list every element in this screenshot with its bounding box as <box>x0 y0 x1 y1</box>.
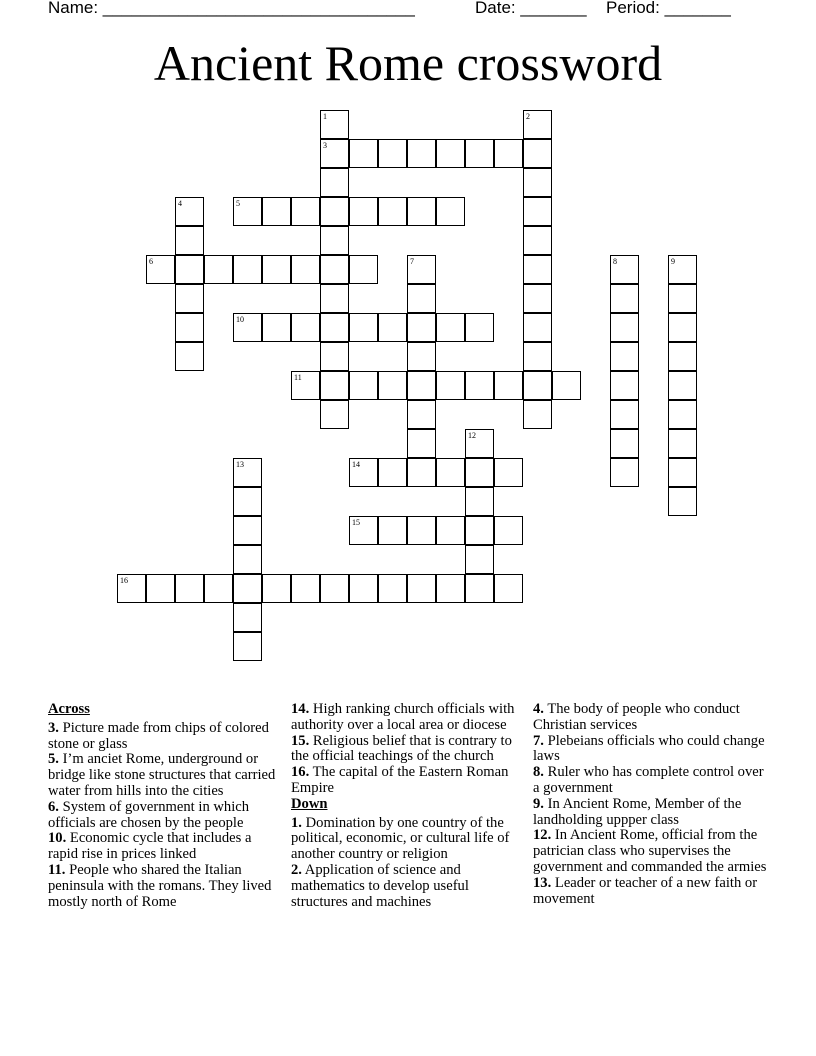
clue-down-4 <box>533 702 773 734</box>
grid-cell[interactable] <box>146 574 175 603</box>
grid-cell[interactable] <box>668 371 697 400</box>
grid-cell[interactable] <box>436 371 465 400</box>
grid-cell[interactable] <box>465 487 494 516</box>
grid-cell[interactable] <box>233 603 262 632</box>
grid-cell[interactable] <box>378 313 407 342</box>
clue-number: 6. <box>48 798 59 815</box>
clue-number: 5. <box>48 751 59 768</box>
clue-number: 13. <box>533 874 552 891</box>
clue-down-2 <box>291 863 527 910</box>
grid-cell[interactable] <box>204 574 233 603</box>
grid-cell[interactable] <box>349 313 378 342</box>
grid-cell[interactable] <box>407 574 436 603</box>
grid-cell[interactable] <box>523 400 552 429</box>
grid-cell[interactable] <box>465 574 494 603</box>
grid-cell[interactable] <box>291 197 320 226</box>
grid-cell[interactable] <box>494 516 523 545</box>
grid-cell[interactable] <box>523 342 552 371</box>
grid-cell[interactable] <box>465 139 494 168</box>
clue-number-label: 11 <box>294 373 302 382</box>
grid-cell[interactable] <box>465 545 494 574</box>
grid-cell[interactable] <box>233 487 262 516</box>
clues-column-2 <box>291 702 527 910</box>
grid-cell[interactable] <box>610 313 639 342</box>
grid-cell[interactable] <box>610 458 639 487</box>
grid-cell[interactable] <box>378 574 407 603</box>
clue-number-label: 14 <box>352 460 360 469</box>
grid-cell[interactable] <box>291 313 320 342</box>
grid-cell[interactable] <box>291 574 320 603</box>
clue-number: 2. <box>291 861 302 878</box>
grid-cell[interactable] <box>436 313 465 342</box>
clue-number: 10. <box>48 830 67 847</box>
clue-number: 7. <box>533 732 544 749</box>
clue-number: 15. <box>291 732 310 749</box>
grid-cell[interactable] <box>378 197 407 226</box>
clue-text: Ruler who has complete control over a government <box>533 764 764 796</box>
grid-cell[interactable] <box>407 429 436 458</box>
grid-cell[interactable] <box>175 255 204 284</box>
grid-cell[interactable] <box>407 371 436 400</box>
grid-cell[interactable] <box>436 139 465 168</box>
grid-cell[interactable] <box>349 574 378 603</box>
grid-cell[interactable] <box>523 197 552 226</box>
clue-number: 16. <box>291 764 310 781</box>
clue-text: System of government in which officials are chosen by the people <box>48 798 250 831</box>
grid-cell[interactable] <box>320 197 349 226</box>
grid-cell[interactable] <box>320 226 349 255</box>
grid-cell[interactable] <box>668 400 697 429</box>
clue-text: In Ancient Rome, official from the patrician class who supervises the government and commanded the armies <box>533 827 767 875</box>
clue-number: 9. <box>533 795 544 812</box>
grid-cell[interactable] <box>523 168 552 197</box>
grid-cell[interactable] <box>407 458 436 487</box>
clue-number-label: 3 <box>323 141 327 150</box>
clue-across-14 <box>291 702 527 734</box>
grid-cell[interactable] <box>378 371 407 400</box>
grid-cell[interactable] <box>436 574 465 603</box>
date-field-label[interactable]: Date: _______ <box>475 0 587 17</box>
clue-number-label: 6 <box>149 257 153 266</box>
clue-number: 11. <box>48 861 66 878</box>
grid-cell[interactable] <box>262 197 291 226</box>
grid-cell[interactable] <box>668 342 697 371</box>
grid-cell[interactable] <box>262 313 291 342</box>
grid-cell[interactable] <box>523 139 552 168</box>
grid-cell[interactable] <box>320 574 349 603</box>
grid-cell[interactable] <box>465 371 494 400</box>
grid-cell[interactable] <box>610 400 639 429</box>
grid-cell[interactable] <box>552 371 581 400</box>
grid-cell[interactable] <box>262 574 291 603</box>
grid-cell[interactable] <box>349 139 378 168</box>
grid-cell[interactable] <box>233 574 262 603</box>
grid-cell[interactable] <box>349 371 378 400</box>
grid-cell[interactable] <box>320 255 349 284</box>
clue-text: Economic cycle that includes a rapid rise in prices linked <box>48 830 252 863</box>
grid-cell[interactable] <box>262 255 291 284</box>
grid-cell[interactable] <box>668 487 697 516</box>
grid-cell[interactable] <box>320 342 349 371</box>
clue-across-15 <box>291 734 527 766</box>
clue-text: The body of people who conduct Christian services <box>533 701 740 733</box>
grid-cell[interactable] <box>233 516 262 545</box>
clue-number-label: 8 <box>613 257 617 266</box>
clue-number: 3. <box>48 719 59 736</box>
grid-cell[interactable] <box>233 255 262 284</box>
clue-text: Leader or teacher of a new faith or movement <box>533 874 758 907</box>
grid-cell[interactable] <box>320 313 349 342</box>
grid-cell[interactable] <box>465 516 494 545</box>
clue-across-5 <box>48 752 280 799</box>
clue-down-9 <box>533 797 773 829</box>
grid-cell[interactable] <box>349 197 378 226</box>
grid-cell[interactable] <box>436 458 465 487</box>
grid-cell[interactable] <box>407 313 436 342</box>
clue-number-label: 16 <box>120 576 128 585</box>
clue-text: The capital of the Eastern Roman Empire <box>291 764 509 796</box>
across-heading: Across <box>48 701 90 717</box>
clue-across-3 <box>48 721 280 753</box>
grid-cell[interactable] <box>465 313 494 342</box>
grid-cell[interactable] <box>320 400 349 429</box>
clue-number: 4. <box>533 701 544 717</box>
clue-text: I’m anciet Rome, underground or bridge like stone structures that carried water from hills into the cities <box>48 751 276 799</box>
grid-cell[interactable] <box>610 371 639 400</box>
down-heading: Down <box>291 795 328 812</box>
grid-cell[interactable] <box>494 139 523 168</box>
clue-text: People who shared the Italian peninsula with the romans. They lived mostly north of Rome <box>48 861 272 910</box>
grid-cell[interactable] <box>465 458 494 487</box>
grid-cell[interactable] <box>378 139 407 168</box>
grid-cell[interactable] <box>494 371 523 400</box>
clue-text: Domination by one country of the political, economic, or cultural life of another country or religion <box>291 814 510 863</box>
grid-cell[interactable] <box>668 284 697 313</box>
clue-number-label: 10 <box>236 315 244 324</box>
grid-cell[interactable] <box>668 458 697 487</box>
grid-cell[interactable] <box>320 168 349 197</box>
period-field-label[interactable]: Period: _______ <box>606 0 731 17</box>
grid-cell[interactable] <box>349 255 378 284</box>
clues-column-1 <box>48 702 280 910</box>
grid-cell[interactable] <box>494 458 523 487</box>
clue-down-13 <box>533 876 773 908</box>
grid-cell[interactable] <box>378 458 407 487</box>
grid-cell[interactable] <box>523 371 552 400</box>
clue-number-label: 2 <box>526 112 530 121</box>
clue-across-16 <box>291 765 527 797</box>
grid-cell[interactable] <box>523 226 552 255</box>
grid-cell[interactable] <box>378 516 407 545</box>
clue-down-7 <box>533 734 773 766</box>
grid-cell[interactable] <box>407 284 436 313</box>
grid-cell[interactable] <box>436 197 465 226</box>
grid-cell[interactable] <box>320 371 349 400</box>
grid-cell[interactable] <box>523 284 552 313</box>
grid-cell[interactable] <box>523 255 552 284</box>
clue-number-label: 15 <box>352 518 360 527</box>
clue-across-10 <box>48 831 280 863</box>
clue-number-label: 12 <box>468 431 476 440</box>
grid-cell[interactable] <box>320 284 349 313</box>
grid-cell[interactable] <box>610 342 639 371</box>
clue-number-label: 1 <box>323 112 327 121</box>
grid-cell[interactable] <box>175 313 204 342</box>
page-title: Ancient Rome crossword <box>153 35 663 91</box>
clue-across-6 <box>48 800 280 832</box>
clue-number-label: 13 <box>236 460 244 469</box>
clue-number-label: 4 <box>178 199 182 208</box>
grid-cell[interactable] <box>233 545 262 574</box>
grid-cell[interactable] <box>233 632 262 661</box>
grid-cell[interactable] <box>494 574 523 603</box>
clue-number-label: 5 <box>236 199 240 208</box>
clue-number: 1. <box>291 814 302 831</box>
grid-cell[interactable] <box>523 313 552 342</box>
clue-number: 8. <box>533 764 544 781</box>
grid-cell[interactable] <box>407 516 436 545</box>
clue-number-label: 9 <box>671 257 675 266</box>
grid-cell[interactable] <box>291 255 320 284</box>
grid-cell[interactable] <box>407 197 436 226</box>
clue-text: Religious belief that is contrary to the official teachings of the church <box>291 732 512 765</box>
grid-cell[interactable] <box>436 516 465 545</box>
grid-cell[interactable] <box>407 342 436 371</box>
grid-cell[interactable] <box>407 400 436 429</box>
grid-cell[interactable] <box>407 139 436 168</box>
clue-text: In Ancient Rome, Member of the landholding uppper class <box>533 795 742 828</box>
clue-number: 14. <box>291 701 310 717</box>
clue-down-12 <box>533 828 773 875</box>
grid-cell[interactable] <box>175 284 204 313</box>
grid-cell[interactable] <box>204 255 233 284</box>
clue-text: Plebeians officials who could change laws <box>533 732 765 765</box>
clue-text: Application of science and mathematics to develop useful structures and machines <box>291 861 469 910</box>
clues-column-3 <box>533 702 773 907</box>
clue-down-1 <box>291 816 527 863</box>
clue-number-label: 7 <box>410 257 414 266</box>
grid-cell[interactable] <box>175 226 204 255</box>
grid-cell[interactable] <box>668 429 697 458</box>
grid-cell[interactable] <box>610 284 639 313</box>
grid-cell[interactable] <box>175 342 204 371</box>
clue-text: High ranking church officials with authority over a local area or diocese <box>291 701 515 733</box>
clue-down-8 <box>533 765 773 797</box>
clue-text: Picture made from chips of colored stone or glass <box>48 719 269 752</box>
clue-across-11 <box>48 863 280 910</box>
grid-cell[interactable] <box>610 429 639 458</box>
name-field-label[interactable]: Name: _________________________________ <box>48 0 415 17</box>
grid-cell[interactable] <box>175 574 204 603</box>
grid-cell[interactable] <box>668 313 697 342</box>
clue-number: 12. <box>533 827 552 844</box>
